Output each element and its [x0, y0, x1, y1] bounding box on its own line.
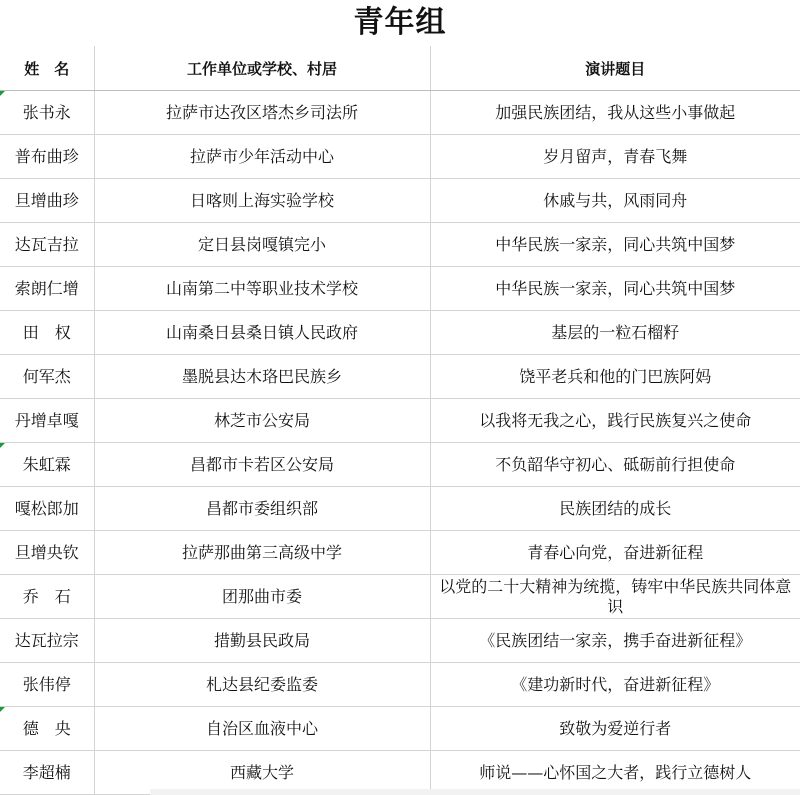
- cell-topic[interactable]: 中华民族一家亲，同心共筑中国梦: [430, 267, 800, 311]
- cell-unit[interactable]: 墨脱县达木珞巴民族乡: [94, 355, 430, 399]
- table-row: [0, 531, 800, 575]
- cell-topic[interactable]: 以我将无我之心，践行民族复兴之使命: [430, 399, 800, 443]
- table-row: [0, 663, 800, 707]
- table-row: [0, 487, 800, 531]
- cell-unit[interactable]: 拉萨那曲第三高级中学: [94, 531, 430, 575]
- cell-name[interactable]: 达瓦拉宗: [0, 619, 94, 663]
- table-row: [0, 311, 800, 355]
- cell-topic[interactable]: 休戚与共，风雨同舟: [430, 179, 800, 223]
- cell-unit[interactable]: 山南桑日县桑日镇人民政府: [94, 311, 430, 355]
- speakers-table: [0, 46, 800, 795]
- cell-unit[interactable]: 定日县岗嘎镇完小: [94, 223, 430, 267]
- table-row: [0, 443, 800, 487]
- cell-topic[interactable]: 岁月留声，青春飞舞: [430, 135, 800, 179]
- cell-topic[interactable]: 《民族团结一家亲，携手奋进新征程》: [430, 619, 800, 663]
- cell-unit[interactable]: 措勤县民政局: [94, 619, 430, 663]
- table-row: [0, 355, 800, 399]
- cell-topic[interactable]: 不负韶华守初心、砥砺前行担使命: [430, 443, 800, 487]
- cell-unit[interactable]: 拉萨市少年活动中心: [94, 135, 430, 179]
- cell-topic[interactable]: 中华民族一家亲，同心共筑中国梦: [430, 223, 800, 267]
- table-body: [0, 91, 800, 795]
- table-row: [0, 619, 800, 663]
- cell-name[interactable]: 德 央: [0, 707, 94, 751]
- table-row: [0, 399, 800, 443]
- cell-name[interactable]: 达瓦吉拉: [0, 223, 94, 267]
- table-row: [0, 223, 800, 267]
- cell-topic[interactable]: 基层的一粒石榴籽: [430, 311, 800, 355]
- cell-name[interactable]: 索朗仁增: [0, 267, 94, 311]
- header-topic[interactable]: 演讲题目: [430, 46, 800, 91]
- cell-unit[interactable]: 札达县纪委监委: [94, 663, 430, 707]
- table-row: [0, 91, 800, 135]
- page-title: 青年组: [353, 5, 447, 40]
- cell-name[interactable]: 旦增曲珍: [0, 179, 94, 223]
- cell-name[interactable]: 旦增央钦: [0, 531, 94, 575]
- table-row: [0, 707, 800, 751]
- table-row: [0, 179, 800, 223]
- cell-unit[interactable]: 林芝市公安局: [94, 399, 430, 443]
- cell-topic[interactable]: 民族团结的成长: [430, 487, 800, 531]
- cell-unit[interactable]: 日喀则上海实验学校: [94, 179, 430, 223]
- cell-topic[interactable]: 师说——心怀国之大者，践行立德树人: [430, 751, 800, 795]
- cell-topic[interactable]: 加强民族团结，我从这些小事做起: [430, 91, 800, 135]
- cell-name[interactable]: 张书永: [0, 91, 94, 135]
- cell-topic[interactable]: 《建功新时代，奋进新征程》: [430, 663, 800, 707]
- table-row: [0, 267, 800, 311]
- cell-name[interactable]: 嘎松郎加: [0, 487, 94, 531]
- table-row: [0, 575, 800, 619]
- cell-name[interactable]: 乔 石: [0, 575, 94, 619]
- cell-unit[interactable]: 自治区血液中心: [94, 707, 430, 751]
- cell-unit[interactable]: 昌都市委组织部: [94, 487, 430, 531]
- cell-name[interactable]: 丹增卓嘎: [0, 399, 94, 443]
- cell-name[interactable]: 张伟停: [0, 663, 94, 707]
- cell-name[interactable]: 何军杰: [0, 355, 94, 399]
- cell-name[interactable]: 田 权: [0, 311, 94, 355]
- cell-name[interactable]: 李超楠: [0, 751, 94, 795]
- cell-topic[interactable]: 以党的二十大精神为统揽，铸牢中华民族共同体意识: [430, 575, 800, 619]
- table-row: [0, 135, 800, 179]
- cell-unit[interactable]: 西藏大学: [94, 751, 430, 795]
- header-name[interactable]: 姓 名: [0, 46, 94, 91]
- horizontal-scrollbar[interactable]: [150, 789, 800, 795]
- cell-unit[interactable]: 昌都市卡若区公安局: [94, 443, 430, 487]
- cell-unit[interactable]: 山南第二中等职业技术学校: [94, 267, 430, 311]
- table-row: [0, 751, 800, 795]
- cell-unit[interactable]: 拉萨市达孜区塔杰乡司法所: [94, 91, 430, 135]
- cell-topic[interactable]: 饶平老兵和他的门巴族阿妈: [430, 355, 800, 399]
- cell-name[interactable]: 普布曲珍: [0, 135, 94, 179]
- header-row: [0, 46, 800, 91]
- cell-topic[interactable]: 致敬为爱逆行者: [430, 707, 800, 751]
- cell-topic[interactable]: 青春心向党，奋进新征程: [430, 531, 800, 575]
- cell-name[interactable]: 朱虹霖: [0, 443, 94, 487]
- header-unit[interactable]: 工作单位或学校、村居: [94, 46, 430, 91]
- cell-unit[interactable]: 团那曲市委: [94, 575, 430, 619]
